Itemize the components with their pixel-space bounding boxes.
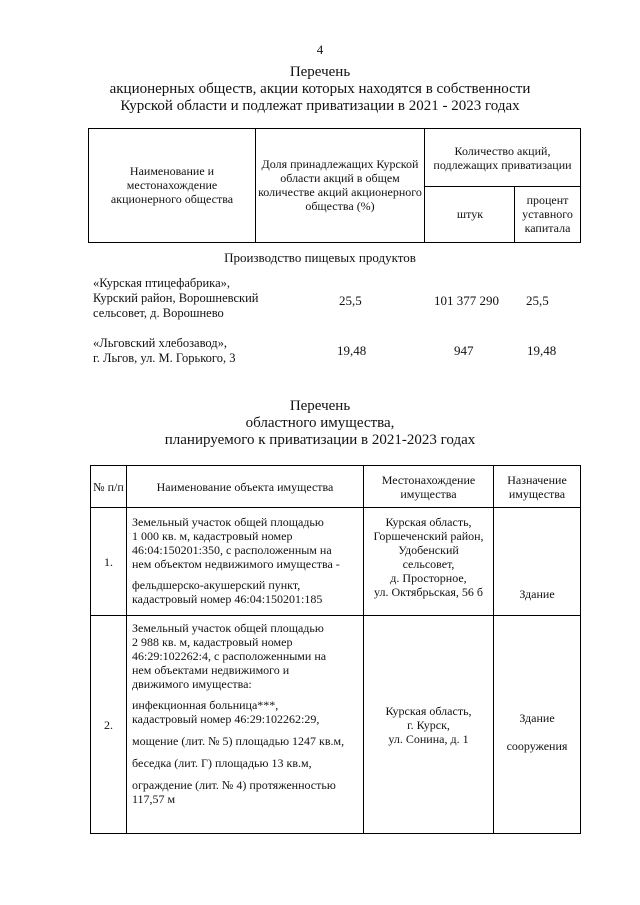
item2-location-line: г. Курск, <box>407 718 450 732</box>
list1-header-table <box>88 128 580 242</box>
row1-name-line: сельсовет, д. Ворошнево <box>93 306 224 320</box>
item1-purpose-line: Здание <box>519 587 555 601</box>
item1-object <box>132 515 340 606</box>
item2-object-line: инфекционная больница***, <box>132 698 279 712</box>
item1-location-line: д. Просторное, <box>390 571 467 585</box>
row1-percent: 25,5 <box>526 293 549 308</box>
item1-object-line: кадастровый номер 46:04:150201:185 <box>132 592 323 606</box>
page-number: 4 <box>316 42 324 57</box>
item2-object-line: Земельный участок общей площадью <box>132 621 324 635</box>
item1-purpose <box>495 587 579 601</box>
item2-object-line: ограждение (лит. № 4) протяженностью <box>132 778 336 792</box>
row2-percent: 19,48 <box>527 343 557 358</box>
item2-object-line: нем объектами недвижимого и <box>132 663 290 677</box>
header-object: Наименование объекта имущества <box>156 479 334 494</box>
item2-number: 2. <box>104 717 113 732</box>
item2-object-line: движимого имущества: <box>132 677 252 691</box>
item1-location-line: Курская область, <box>385 515 472 529</box>
row1-share: 25,5 <box>339 293 362 308</box>
row1-name-line: «Курская птицефабрика», <box>93 276 230 290</box>
item2-object-line: 46:29:102262:4, с расположенными на <box>132 649 327 663</box>
item1-object-line: 46:04:150201:350, с расположенным на <box>132 543 332 557</box>
header-name: Наименование и местонахождение акционерного общества <box>110 164 234 206</box>
header-pieces: штук <box>456 207 484 221</box>
item2-location <box>365 704 492 746</box>
item1-location-line: сельсовет, <box>402 557 455 571</box>
section-label: Производство пищевых продуктов <box>224 250 416 265</box>
header-purpose: Назначение имущества <box>507 472 567 501</box>
item2-purpose-line: Здание <box>519 711 555 725</box>
item2-purpose <box>495 711 579 753</box>
item1-object-line: нем объектом недвижимого имущества - <box>132 557 340 571</box>
item2-object-line: 2 988 кв. м, кадастровый номер <box>132 635 293 649</box>
header-share: Доля принадлежащих Курской области акций в общем количестве акций акционерного общества (%) <box>258 157 422 213</box>
item2-object <box>132 621 344 806</box>
row1-name <box>93 276 258 321</box>
row2-name-line: г. Льгов, ул. М. Горького, 3 <box>93 351 236 365</box>
item1-location-line: Горшеченский район, <box>373 529 484 543</box>
list2-table <box>90 465 580 833</box>
item1-location-line: Удобенский <box>398 543 459 557</box>
item2-location-line: ул. Сонина, д. 1 <box>388 732 469 746</box>
item2-object-line: мощение (лит. № 5) площадью 1247 кв.м, <box>132 734 345 748</box>
list1-title-line: Курской области и подлежат приватизации в 2021 - 2023 годах <box>120 98 520 114</box>
item1-location <box>365 515 492 599</box>
row2-share: 19,48 <box>337 343 367 358</box>
item1-location-line: ул. Октябрьская, 56 б <box>374 585 483 599</box>
row1-pieces: 101 377 290 <box>434 293 499 308</box>
row2-name <box>93 336 236 366</box>
list2-title-line: областного имущества, <box>245 415 395 431</box>
list2-title-line: Перечень <box>289 398 351 414</box>
list2-title <box>0 398 640 449</box>
header-no: № п/п <box>93 479 124 494</box>
list2-title-line: планируемого к приватизации в 2021-2023 годах <box>164 432 476 448</box>
item2-object-line: 117,57 м <box>132 792 176 806</box>
item1-object-line: фельдшерско-акушерский пункт, <box>132 578 301 592</box>
item2-location-line: Курская область, <box>385 704 472 718</box>
item1-number: 1. <box>104 554 113 569</box>
item2-purpose-line: сооружения <box>506 739 568 753</box>
row2-name-line: «Льговский хлебозавод», <box>93 336 228 350</box>
list1-title <box>0 64 640 115</box>
header-quantity: Количество акций, подлежащих приватизации <box>433 144 572 172</box>
list1-title-line: Перечень <box>289 64 351 80</box>
row1-name-line: Курский район, Ворошневский <box>93 291 259 305</box>
row2-pieces: 947 <box>454 343 474 358</box>
list1-title-line: акционерных обществ, акции которых находятся в собственности <box>109 81 531 97</box>
header-location: Местонахождение имущества <box>381 472 476 501</box>
item1-object-line: 1 000 кв. м, кадастровый номер <box>132 529 293 543</box>
header-percent: процент уставного капитала <box>522 193 573 235</box>
item2-object-line: кадастровый номер 46:29:102262:29, <box>132 712 320 726</box>
item1-object-line: Земельный участок общей площадью <box>132 515 324 529</box>
item2-object-line: беседка (лит. Г) площадью 13 кв.м, <box>132 756 312 770</box>
